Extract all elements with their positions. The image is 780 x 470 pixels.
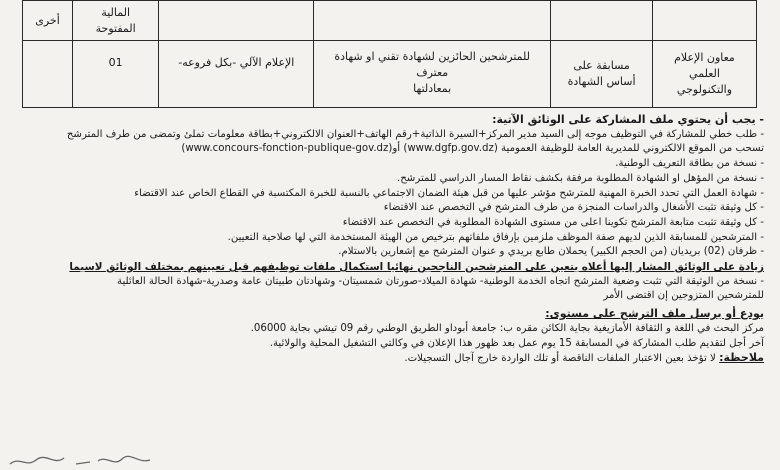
finance-label-2: المفتوحة [95,21,136,35]
specialty-text: الإعلام الآلي -بكل فروعه- [178,56,295,69]
position-line-1: معاون الإعلام [674,51,735,65]
doc-line-11: للمترشحين المتزوجين إن اقتضى الأمر [603,290,764,302]
table-cell [23,41,73,108]
doc-line-12: مركز البحث في اللغة و الثقافة الأمازيغية بجاية الكائن مقره ب: جامعة أبوداو الطريق الوطني رقم 09 تيشي بجاية 06000. [250,322,764,334]
line-2-end: ) [181,143,186,155]
doc-line-6: - كل وثيقة تثبت الأشغال والدراسات المنجزة من طرف المترشح في التخصص عند الاقتضاء [383,202,764,214]
table-header-row [23,1,757,41]
condition-line-1: للمترشحين الحائزين لشهادة تقني او شهادة معترف [334,50,531,79]
doc-line-13: آخر أجل لتقديم طلب المشاركة في المسابقة 15 يوم عمل بعد ظهور هذا الإعلان في وكالتي التشغيل المحلية والولائية. [269,337,764,349]
doc-line-7: - كل وثيقة تثبت متابعة المترشح تكوينا اعلى من مستوى الشهادة المطلوبة في التخصص عند الاقتضاء [342,216,764,228]
doc-line-5: - شهادة العمل التي تحدد الخبرة المهنية للمترشح مؤشر عليها من قبل هيئة الضمان الاجتماعي بالنسبة للخبرة المكتسبة في القطاع الخاص عند الاقتضاء [134,187,764,199]
table-cell [314,1,551,41]
doc-line-10: - نسخة من الوثيقة التي تثبت وضعية المترشح اتجاه الخدمة الوطنية- شهادة الميلاد-صورتان شمسيتان- وشهادتان طبيتان عامة وصدرية-شهادة الحالة العائلية [117,275,764,287]
cell-specialty [159,41,314,108]
finance-label-1: المالية [101,5,130,19]
line-2-start: تسحب من الموقع الالكتروني للمديرية العامة للوظيفة العمومية ( [493,143,764,155]
other-label: أخرى [35,13,60,27]
table-header-finance [72,1,158,41]
doc-note [16,351,764,367]
doc-line-4: - نسخة من المؤهل او الشهادة المطلوبة مرفقة بكشف نقاط المسار الدراسي للمترشح. [396,172,764,184]
note-label: ملاحظة: [719,351,764,365]
cell-count [72,41,158,108]
doc-line-1: - طلب خطي للمشاركة في التوظيف موجه إلى السيد مدير المركز+السيرة الذاتية+رقم الهاتف+العنوان الالكتروني+بطاقة معلومات تملئ وتمضى من طرف المترشح [66,128,764,140]
heading-extra: زيادة على الوثائق المشار إليها أعلاه يتعين على المترشحين الناجحين نهائيا استكمال ملفات توظيفهم قبل تعيينهم بمختلف الوثائق لاسيما [69,261,764,274]
mode-line-1: مسابقة على [573,59,630,73]
line-2-mid: ) أو( [388,143,408,155]
table-cell [159,1,314,41]
table-header-other [23,1,73,41]
note-text: لا تؤخذ بعين الاعتبار الملفات الناقصة أو تلك الواردة خارج آجال التسجيلات. [404,353,720,365]
heading-deposit: يودع أو يرسل ملف الترشح على مستوى: [545,307,764,321]
position-line-2: العلمي [689,67,720,81]
table-cell [652,1,756,41]
table-row [23,41,757,108]
heading-file: - يجب أن يحتوي ملف المشاركة على الوثائق الآتية: [492,113,764,126]
doc-line-3: - نسخة من بطاقة التعريف الوطنية. [615,158,764,170]
cell-mode [551,41,653,108]
doc-line-9: - ظرفان (02) بريديان (من الحجم الكبير) يحملان طابع بريدي و عنوان المترشح مع إشعارين بالاستلام. [338,246,764,258]
url-dgfp: www.dgfp.gov.dz [407,143,494,155]
table-cell [551,1,653,41]
cell-position [652,41,756,108]
doc-line-2 [16,142,764,157]
condition-line-2: بمعادلتها [413,81,452,95]
url-concours: www.concours-fonction-publique-gov.dz [185,143,389,155]
doc-line-8: - المترشحين للمسابقة الذين لديهم صفة الموظف ملزمين بإرفاق ملفاتهم بترخيص من الهيئة المستخدمة التي لها صلاحية التعيين. [227,231,764,243]
positions-table [22,0,757,108]
position-line-3: والتكنولوجي [676,82,733,96]
document-body [16,113,764,367]
cell-condition [314,41,551,108]
mode-line-2: أساس الشهادة [567,75,636,88]
count-text: 01 [108,56,123,69]
signature-scribble [6,452,156,470]
